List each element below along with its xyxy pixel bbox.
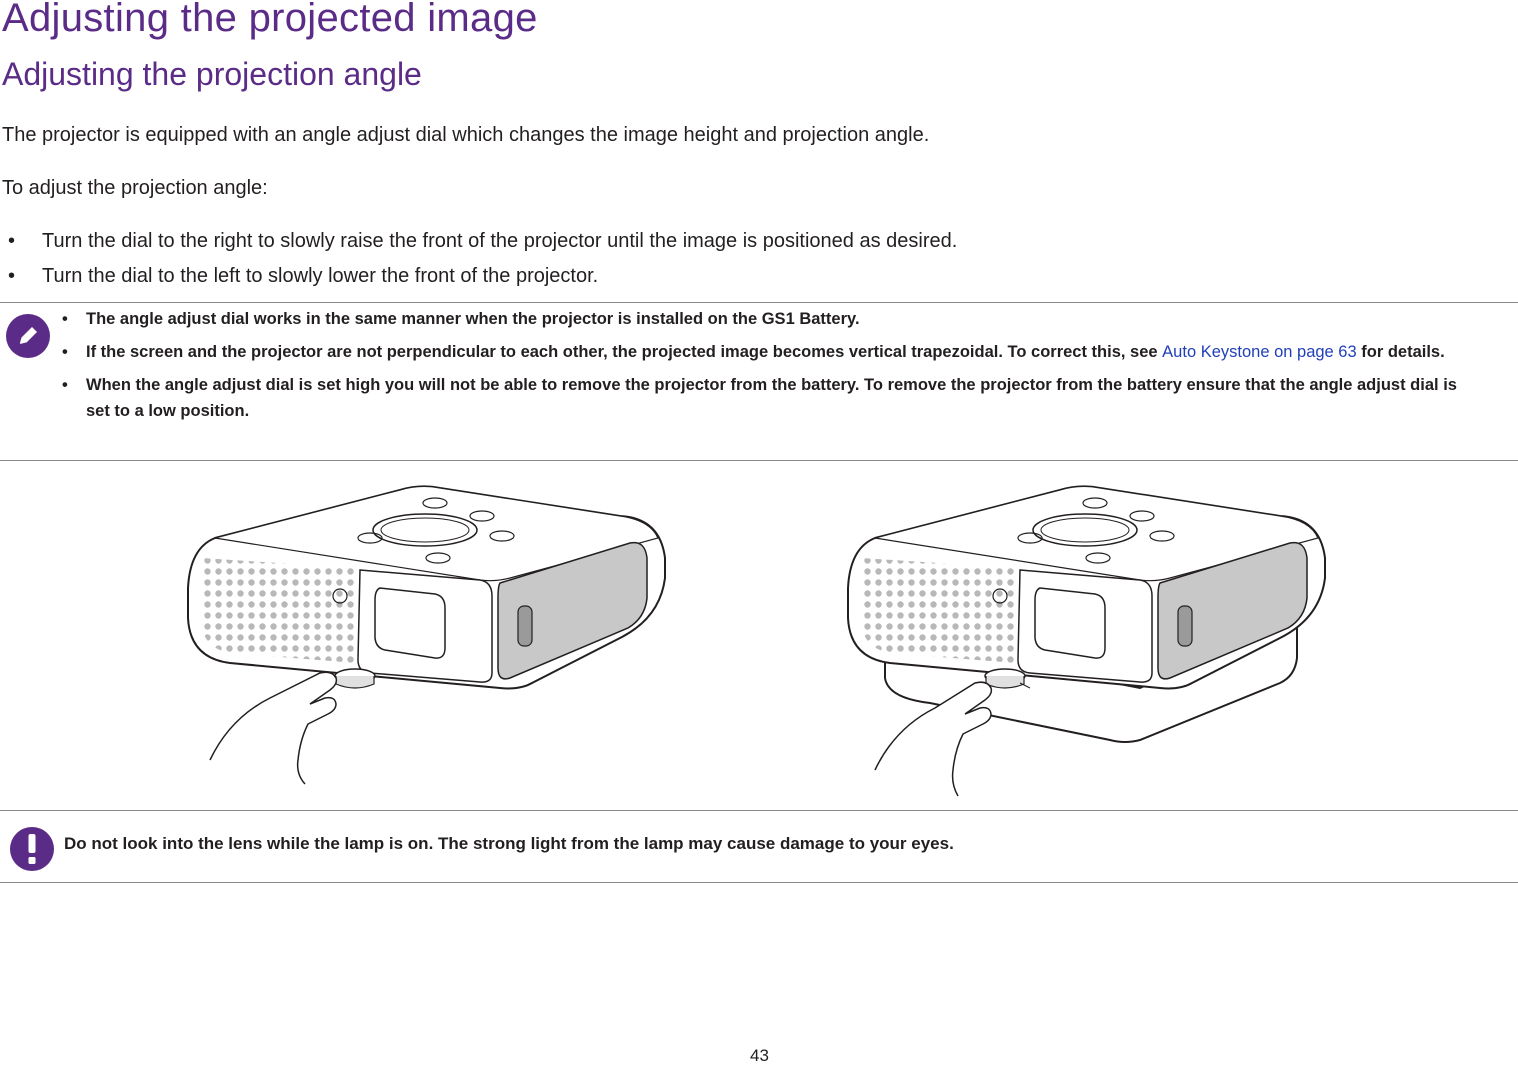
divider: [0, 810, 1518, 811]
note-text: If the screen and the projector are not perpendicular to each other, the projected image becomes vertical trapezoidal. To correct this, see: [86, 343, 1163, 361]
note-item: • The angle adjust dial works in the same manner when the projector is installed on the GS1 Battery.: [62, 310, 860, 328]
note-text: When the angle adjust dial is set high you will not be able to remove the projector from the battery. To remove the projector from the battery ensure that the angle adjust dial is set to a low position.: [86, 376, 1457, 420]
divider: [0, 882, 1518, 883]
section-title: Adjusting the projection angle: [2, 56, 422, 92]
page-title: Adjusting the projected image: [2, 0, 538, 40]
note-list: [62, 306, 1482, 431]
bullet-dot: •: [8, 265, 16, 287]
bullet-dot: •: [8, 230, 16, 252]
page-number: 43: [750, 1046, 769, 1065]
step-text: Turn the dial to the left to slowly lower the front of the projector.: [42, 265, 599, 287]
projector-on-battery-illustration: [840, 478, 1340, 798]
note-item: • If the screen and the projector are not perpendicular to each other, the projected image becomes vertical trapezoidal. To correct this, see Auto Keystone on page 63 for details.: [62, 343, 1445, 361]
pencil-icon: [6, 314, 50, 358]
projector-illustration: [180, 478, 680, 798]
warning-text: Do not look into the lens while the lamp is on. The strong light from the lamp may cause damage to your eyes.: [64, 834, 954, 853]
intro-paragraph: The projector is equipped with an angle adjust dial which changes the image height and projection angle.: [2, 124, 930, 146]
exclamation-icon: [10, 827, 54, 871]
divider: [0, 302, 1518, 303]
note-item: • When the angle adjust dial is set high you will not be able to remove the projector from the battery. To remove the projector from the battery ensure that the angle adjust dial is set to a low position.: [62, 376, 1457, 420]
steps-intro: To adjust the projection angle:: [2, 177, 268, 199]
auto-keystone-link[interactable]: Auto Keystone on page 63: [1162, 343, 1357, 361]
note-text: for details.: [1356, 343, 1445, 361]
step-text: Turn the dial to the right to slowly raise the front of the projector until the image is positioned as desired.: [42, 230, 958, 252]
note-text: The angle adjust dial works in the same manner when the projector is installed on the GS1 Battery.: [86, 310, 860, 328]
divider: [0, 460, 1518, 461]
